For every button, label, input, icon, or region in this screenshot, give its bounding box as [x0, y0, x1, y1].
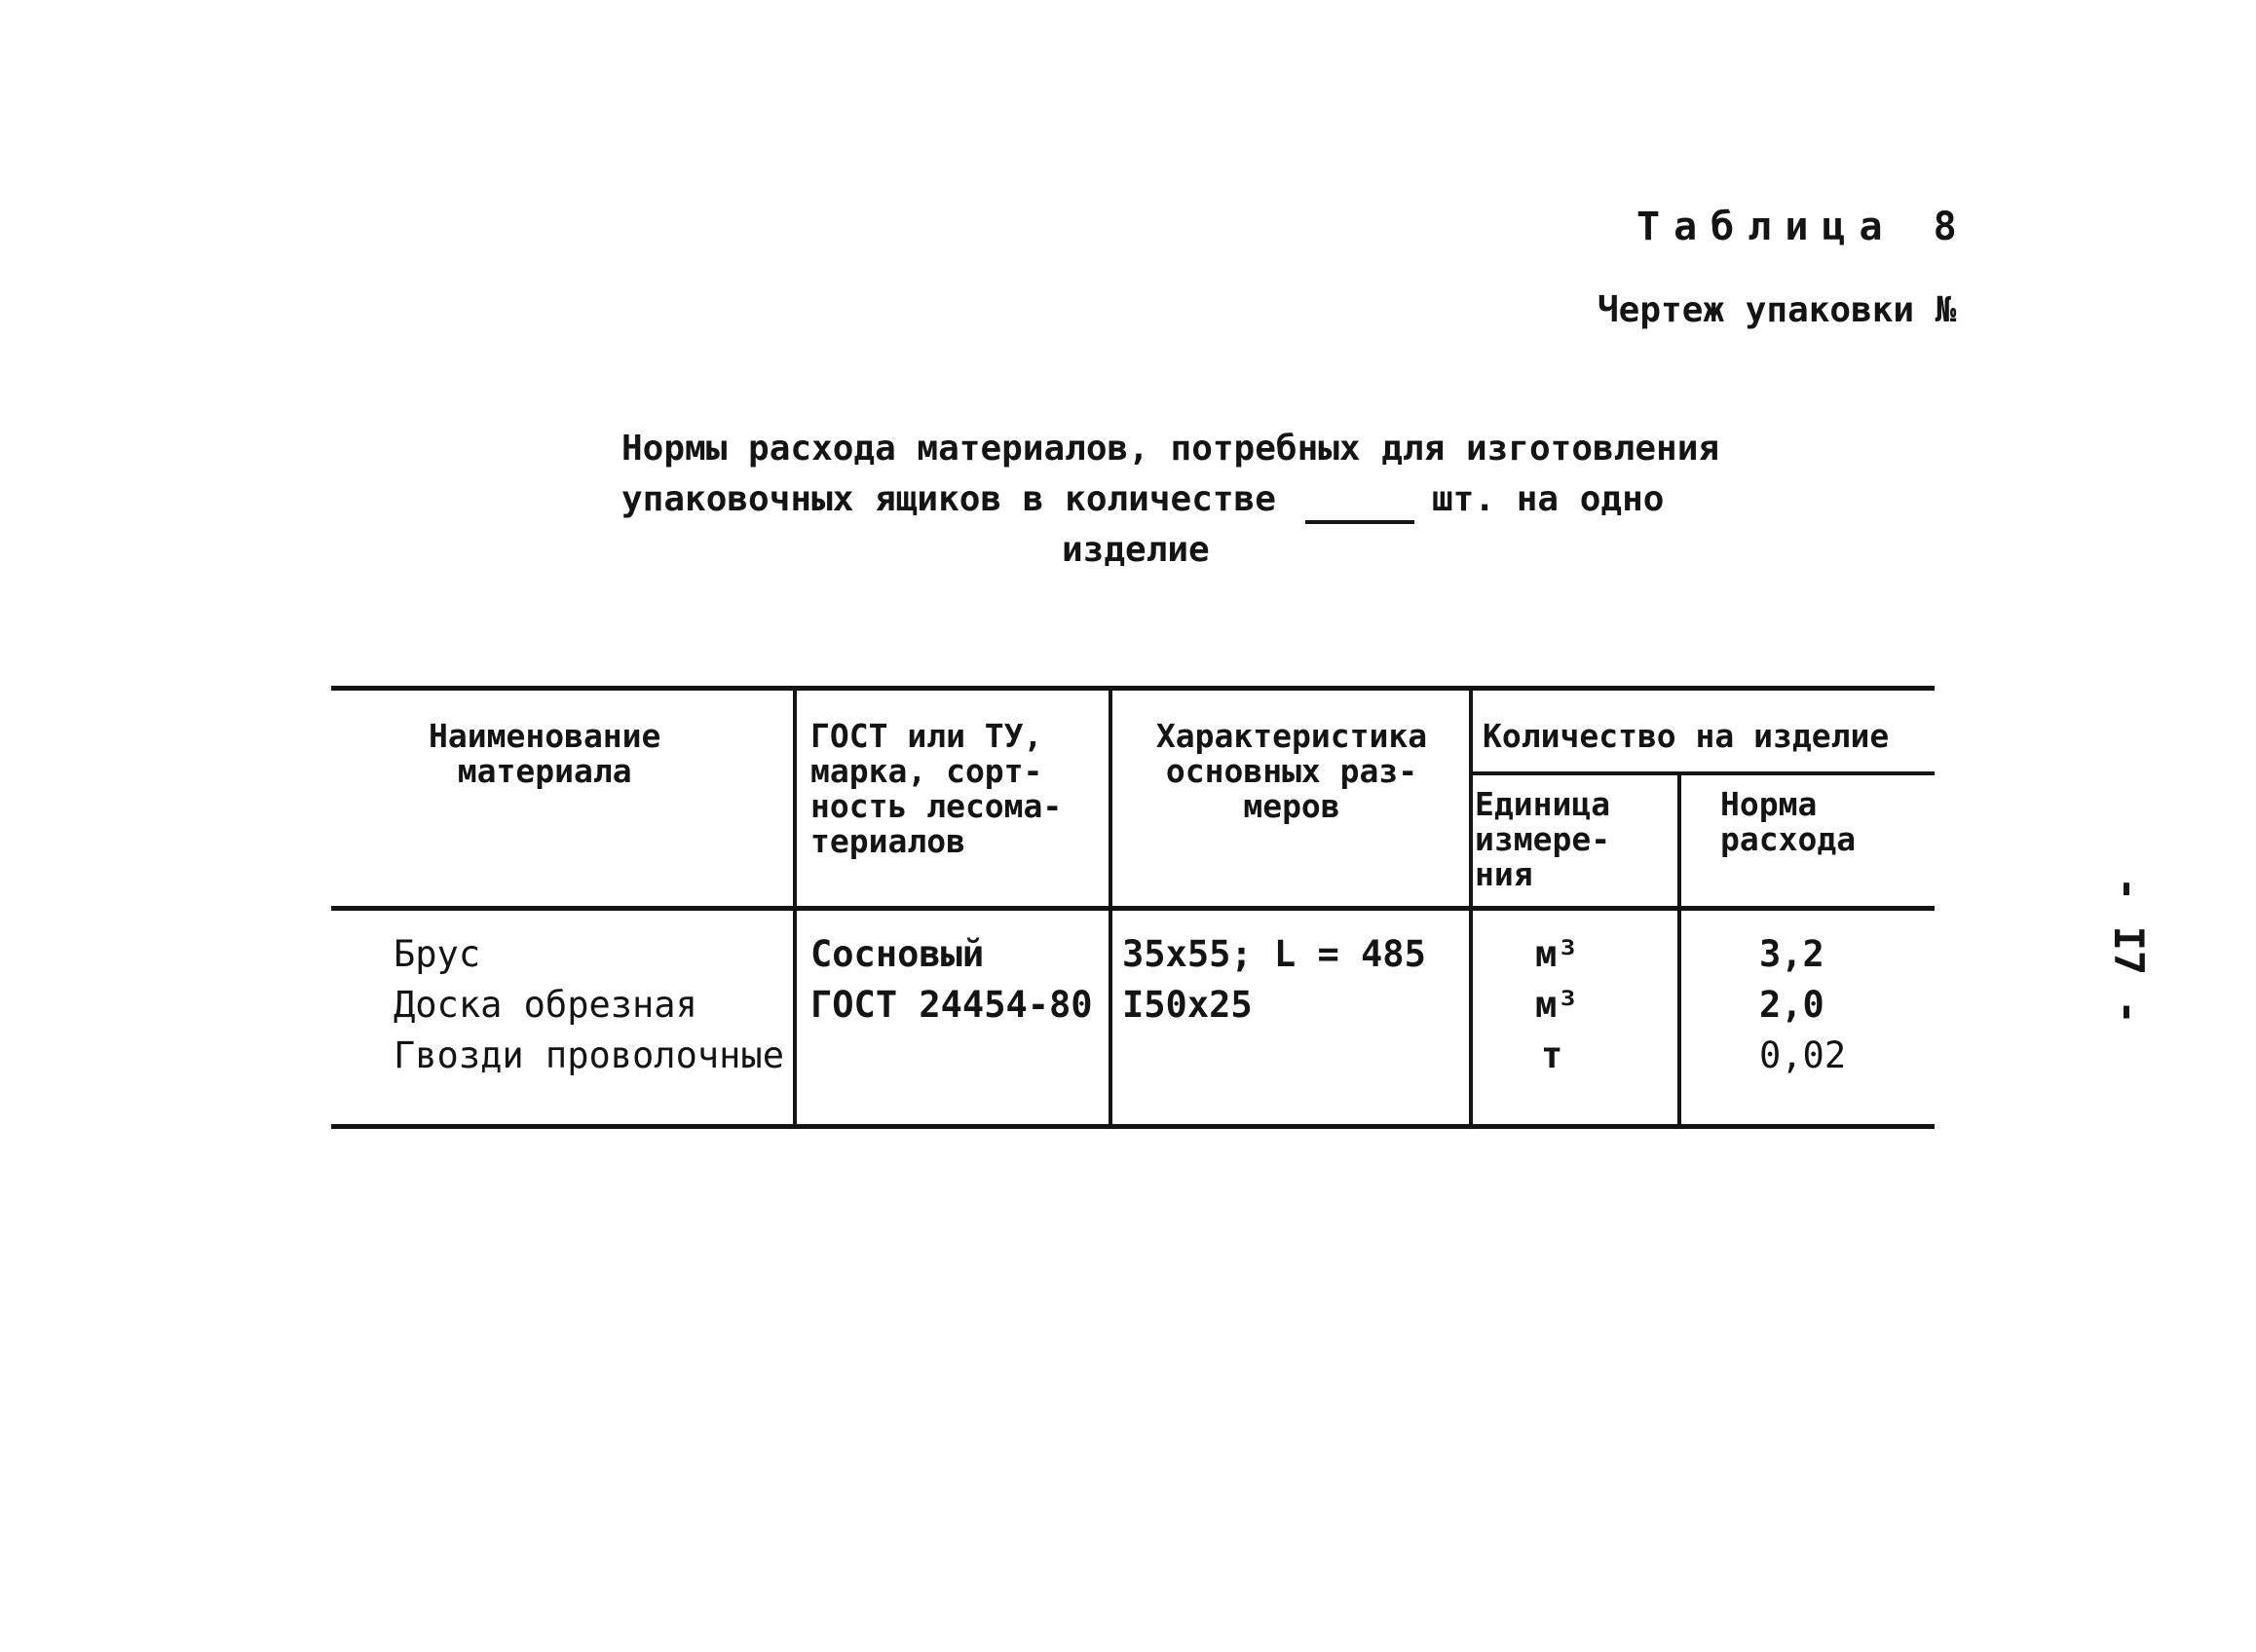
table-row-1-name: Брус	[394, 933, 481, 975]
header-unit: Единица измере- ния	[1475, 785, 1611, 893]
table-row-3-name: Гвозди проволочные	[394, 1034, 784, 1076]
table-label: Таблица 8	[1636, 205, 1971, 249]
table-row-2-characteristics: I50х25	[1122, 984, 1253, 1026]
header-gost: ГОСТ или ТУ, марка, сорт- ность лесома- териалов	[810, 717, 1063, 860]
title-line-3: изделие	[1062, 530, 1210, 570]
table-bottom-rule	[331, 1124, 1935, 1129]
title-line-2: упаковочных ящиков в количестве	[621, 479, 1276, 519]
column-divider-1	[793, 686, 797, 1128]
title-line-2-end: шт. на одно	[1432, 479, 1665, 519]
table-row-2-name: Доска обрезная	[394, 984, 697, 1026]
table-row-3-norm: 0,02	[1759, 1034, 1847, 1076]
header-quantity: Количество на изделие	[1483, 717, 1890, 755]
table-row-3-unit: т	[1541, 1034, 1563, 1076]
table-row-1-gost: Сосновый	[810, 933, 985, 975]
table-row-1-unit: м³	[1535, 933, 1579, 975]
header-norm: Норма расхода	[1720, 785, 1857, 858]
column-divider-3	[1469, 686, 1473, 1128]
header-characteristics: Характеристика основных раз- меров	[1155, 717, 1428, 825]
table-row-1-norm: 3,2	[1759, 933, 1824, 975]
table-row-2-unit: м³	[1535, 984, 1579, 1026]
title-line-1: Нормы расхода материалов, потребных для изготовления	[621, 429, 1720, 469]
column-divider-2	[1109, 686, 1112, 1128]
table-row-2-norm: 2,0	[1759, 984, 1824, 1026]
column-divider-4	[1677, 773, 1681, 1128]
table-top-rule	[331, 686, 1935, 691]
header-bottom-rule	[331, 906, 1935, 911]
table-row-1-characteristics: 35х55; L = 485	[1122, 933, 1426, 975]
page-number: - I7 -	[2105, 877, 2153, 1025]
drawing-label: Чертеж упаковки №	[1598, 290, 1957, 330]
header-name: Наименование материала	[429, 717, 661, 790]
quantity-blank-line	[1305, 520, 1414, 524]
table-row-2-gost: ГОСТ 24454-80	[810, 984, 1093, 1026]
quantity-subheader-rule	[1471, 771, 1935, 775]
